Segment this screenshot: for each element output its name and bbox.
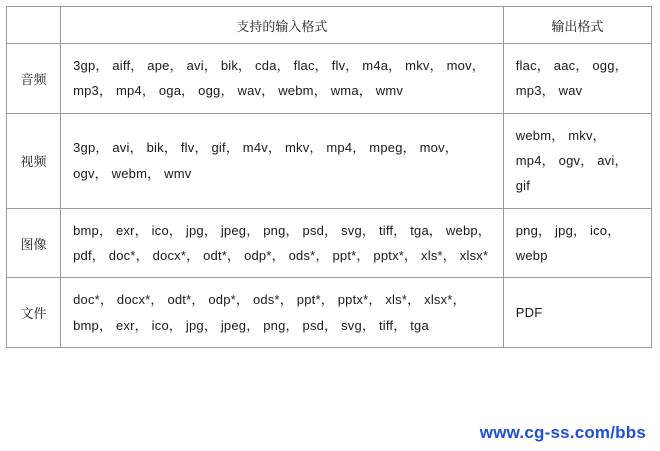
row-label-video: 视频 [7, 113, 61, 208]
row-label-image: 图像 [7, 208, 61, 278]
header-output-formats: 输出格式 [503, 7, 651, 44]
table-header [7, 7, 652, 44]
row-label-document: 文件 [7, 278, 61, 348]
table-row [7, 44, 652, 114]
row-input-video: 3gp， avi， bik， flv， gif， m4v， mkv， mp4， mpeg， mov， ogv， webm， wmv [61, 113, 504, 208]
header-category [7, 7, 61, 44]
row-input-image: bmp， exr， ico， jpg， jpeg， png， psd， svg， tiff， tga， webp， pdf， doc*， docx*， odt*， odp*， ods*， ppt*， pptx*， xls*， xlsx* [61, 208, 504, 278]
row-input-audio: 3gp， aiff， ape， avi， bik， cda， flac， flv， m4a， mkv， mov， mp3， mp4， oga， ogg， wav， webm， wma， wmv [61, 44, 504, 114]
table-row [7, 208, 652, 278]
watermark-url: www.cg-ss.com/bbs [479, 423, 646, 442]
row-output-image: png， jpg， ico， webp [503, 208, 651, 278]
row-input-document: doc*， docx*， odt*， odp*， ods*， ppt*， pptx*， xls*， xlsx*， bmp， exr， ico， jpg， jpeg， png， psd， svg， tiff， tga [61, 278, 504, 348]
supported-formats-table [6, 6, 652, 348]
header-input-formats: 支持的输入格式 [61, 7, 504, 44]
row-output-video: webm， mkv， mp4， ogv， avi， gif [503, 113, 651, 208]
row-output-audio: flac， aac， ogg， mp3， wav [503, 44, 651, 114]
format-table-container [6, 6, 652, 444]
table-body [7, 44, 652, 348]
row-output-document: PDF [503, 278, 651, 348]
table-header-row [7, 7, 652, 44]
table-row [7, 113, 652, 208]
row-label-audio: 音频 [7, 44, 61, 114]
table-row [7, 278, 652, 348]
